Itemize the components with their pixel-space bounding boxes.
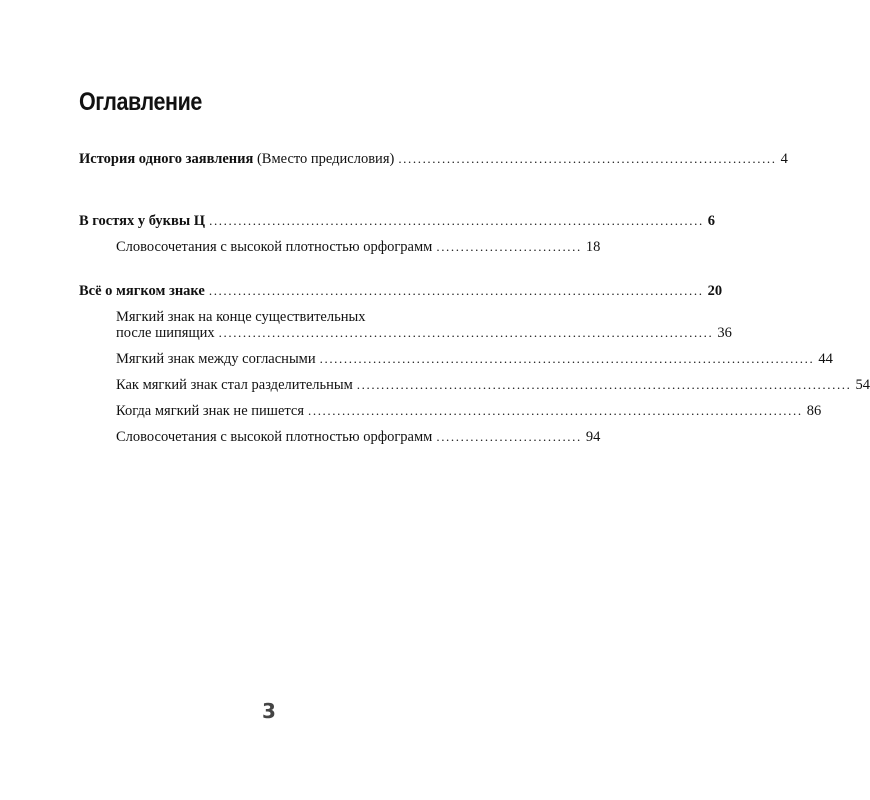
- toc-entry-title: Когда мягкий знак не пишется: [116, 403, 304, 419]
- toc-entry-chapter-2-item-5[interactable]: [116, 428, 601, 446]
- dot-leader: ......................................................................................................: [308, 403, 803, 418]
- dot-leader: ......................................................................................................: [208, 283, 704, 298]
- dot-leader: ..............................: [436, 239, 582, 254]
- toc-entry-chapter-1-item-1[interactable]: [116, 238, 601, 256]
- dot-leader: ......................................................................................................: [356, 377, 852, 392]
- toc-entry-title-rest: (Вместо предисловия): [253, 151, 395, 167]
- toc-entry-title-bold: В гостях у буквы Ц: [79, 213, 206, 229]
- toc-entry-page: 54: [855, 377, 870, 393]
- dot-leader: ..............................................................................: [398, 151, 777, 166]
- toc-entry-title: [79, 282, 205, 300]
- toc-entry-title-line-2: после шипящих: [116, 325, 215, 341]
- toc-entry-page: 20: [707, 283, 723, 299]
- toc-entry-chapter-2-item-3[interactable]: [116, 376, 870, 394]
- toc-entry-title-line-1[interactable]: Мягкий знак на конце существительных: [116, 309, 366, 325]
- toc-entry-title: Как мягкий знак стал разделительным: [116, 377, 353, 393]
- toc-entry-title: Мягкий знак между согласными: [116, 351, 316, 367]
- toc-heading: Оглавление: [79, 88, 202, 116]
- dot-leader: ......................................................................................................: [209, 213, 704, 228]
- toc-entry-title-bold: История одного заявления: [79, 151, 254, 167]
- toc-entry-chapter-2-item-2[interactable]: [116, 350, 833, 368]
- dot-leader: ..............................: [436, 429, 582, 444]
- toc-entry-title: Словосочетания с высокой плотностью орфограмм: [116, 429, 433, 445]
- toc-entry-title-bold: Всё о мягком знаке: [79, 283, 205, 299]
- dot-leader: ......................................................................................................: [218, 325, 714, 340]
- toc-entry-chapter-2[interactable]: [79, 282, 723, 300]
- toc-entry-title: Словосочетания с высокой плотностью орфограмм: [116, 239, 433, 255]
- toc-entry-page: 18: [585, 239, 601, 255]
- toc-entry-chapter-2-item-1[interactable]: [116, 324, 732, 342]
- dot-leader: ......................................................................................................: [319, 351, 815, 366]
- toc-entry-page: 6: [707, 213, 716, 229]
- toc-entry-title: [79, 150, 394, 168]
- toc-entry-chapter-1[interactable]: [79, 212, 716, 230]
- toc-entry-page: 94: [585, 429, 601, 445]
- toc-entry-page: 36: [717, 325, 732, 341]
- toc-entry-page: 86: [806, 403, 822, 419]
- toc-entry-chapter-2-item-4[interactable]: [116, 402, 822, 420]
- toc-entry-page: 44: [818, 351, 833, 367]
- page-number: 3: [262, 699, 276, 723]
- toc-entry-page: 4: [780, 151, 788, 167]
- toc-entry-title: [79, 212, 205, 230]
- toc-entry-preface[interactable]: [79, 150, 788, 168]
